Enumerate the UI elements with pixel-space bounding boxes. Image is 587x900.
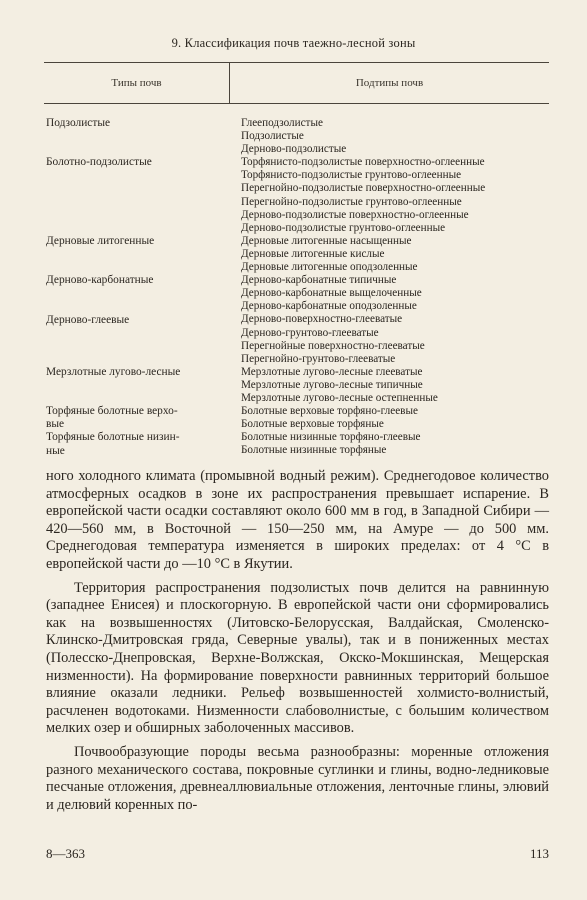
subtype-row: Мерзлотные лугово-лесные типичные	[241, 378, 423, 391]
soil-type: Мерзлотные лугово-лесные	[46, 365, 181, 378]
subtype-row: Перегнойно-грунтово-глееватые	[241, 352, 396, 365]
subtype-row: Дерново-грунтово-глееватые	[241, 326, 379, 339]
subtype-row: Болотные верховые торфяные	[241, 418, 384, 431]
subtype-row: Мерзлотные лугово-лесные глееватые	[241, 365, 423, 378]
subtype-row: Торфянисто-подзолистые поверхностно-оглеенные	[241, 156, 485, 169]
printer-signature: 8—363	[46, 846, 85, 861]
soil-type: Подзолистые	[46, 117, 111, 129]
subtype-row: Мерзлотные лугово-лесные остепненные	[241, 391, 438, 404]
subtype-row: Дерновые литогенные насыщенные	[241, 234, 412, 247]
subtype-row: Дерново-подзолистые	[241, 143, 347, 156]
subtype-row: Дерново-поверхностно-глееватые	[241, 313, 403, 326]
subtype-row: Дерново-подзолистые грунтово-оглеенные	[241, 221, 446, 234]
subtype-row: Перегнойно-подзолистые грунтово-оглеенные	[241, 195, 462, 208]
subtype-row: Болотные низинные торфяно-глеевые	[241, 431, 421, 444]
subtype-row: Торфянисто-подзолистые грунтово-оглеенные	[241, 169, 462, 182]
soil-type: Болотно-подзолистые	[46, 156, 152, 169]
subtype-row: Дерново-карбонатные типичные	[241, 274, 397, 287]
header-soil-types: Типы почв	[111, 77, 162, 89]
header-soil-subtypes: Подтипы почв	[355, 77, 424, 89]
subtype-row: Дерново-карбонатные оподзоленные	[241, 300, 417, 313]
soil-type: Торфяные болотные низин- ные	[46, 431, 180, 457]
subtype-row: Подзолистые	[241, 130, 304, 143]
subtype-row: Дерновые литогенные оподзоленные	[241, 261, 418, 274]
paragraph-2: Территория распространения подзолистых почв делится на равнинную (западнее Енисея) и плоскогорную. В европейской части они сформировались как на возвышенностях (Литовско-Белорусская, Валдайская, Смоленско-Клинско-Дмитровская гряда, Северные увалы), так и в пониженных местах (Полесско-Днепровская, Верхне-Волжская, Окско-Мокшинская, Мещерская низменности). На формирование поверхности равнинных территорий большое влияние оказали ледники. Рельеф возвышенностей холмисто-волнистый, расчленен водотоками. Низменности слабоволнистые, с большим количеством мелких озер и обширных заболоченных массивов.	[46, 579, 549, 737]
soil-type: Дерново-глеевые	[46, 313, 130, 326]
page-number: 113	[529, 846, 549, 861]
table-top-rule	[44, 62, 549, 63]
paragraph-3: Почвообразующие породы весьма разнообразны: моренные отложения разного механического состава, покровные суглинки и глины, водно-ледниковые песчаные отложения, древнеаллювиальные отложения, ленточные глины, элювий и делювий коренных по-	[46, 743, 549, 813]
soil-type: Торфяные болотные верхо- вые	[46, 405, 178, 431]
subtype-row: Болотные низинные торфяные	[241, 444, 387, 457]
soil-type: Дерново-карбонатные	[46, 274, 154, 287]
subtype-row: Болотные верховые торфяно-глеевые	[241, 405, 418, 418]
soil-type: Дерновые литогенные	[46, 234, 155, 247]
body-text	[46, 468, 549, 814]
subtype-row: Дерново-подзолистые поверхностно-оглеенные	[241, 208, 469, 221]
soil-subtypes-column	[241, 117, 556, 457]
subtype-row: Дерново-карбонатные выщелоченные	[241, 287, 422, 300]
table-header-rule	[44, 103, 549, 104]
subtype-row: Дерновые литогенные кислые	[241, 247, 385, 260]
subtype-row: Перегнойно-подзолистые поверхностно-оглеенные	[241, 182, 486, 195]
table-title: 9. Классификация почв таежно-лесной зоны	[171, 36, 416, 50]
subtype-row: Глееподзолистые	[241, 117, 323, 129]
paragraph-1: ного холодного климата (промывной водный режим). Среднегодовое количество атмосферных осадков в зоне их распространения превышает испарение. В европейской части осадки составляют около 600 мм в год, в Западной Сибири — 420—560 мм, в Восточной — 150—250 мм, на Амуре — до 500 мм. Среднегодовая температура изменяется в широких пределах: от 4 °C в европейской части до —10 °C в Якутии.	[46, 468, 549, 572]
subtype-row: Перегнойные поверхностно-глееватые	[241, 339, 425, 352]
